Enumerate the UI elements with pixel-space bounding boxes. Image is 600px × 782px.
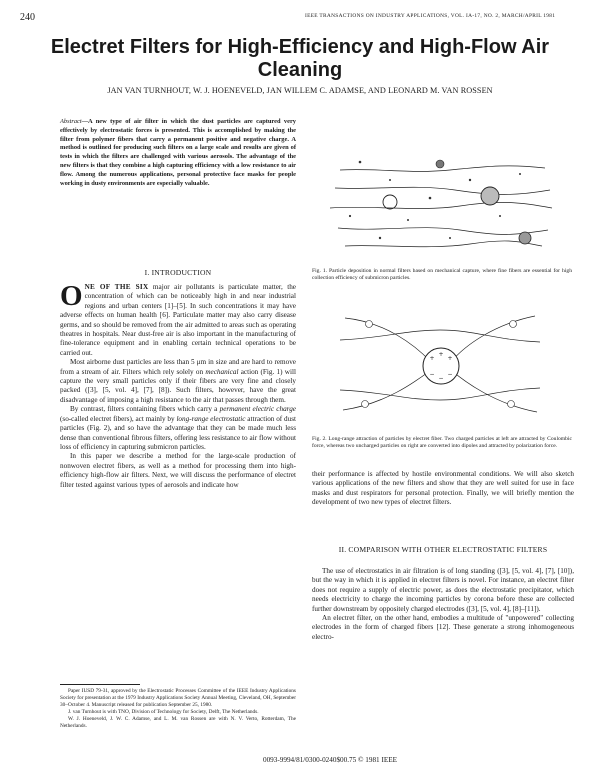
intro-lead: NE OF THE SIX: [84, 283, 149, 291]
dust-particle: [469, 179, 471, 181]
section-heading-comparison: II. COMPARISON WITH OTHER ELECTROSTATIC FILTERS: [338, 545, 548, 554]
footnote: Paper IUSD 79-31, approved by the Electrostatic Processes Committee of the IEEE Industry Applications Society for presentation at the 1979 Industry Applications Society Annual Meeting, Cleveland, OH, September 30–October 4. Manuscript released for publication September 25, 1980.: [60, 688, 296, 708]
dust-particle: [389, 179, 391, 181]
dipole-particle: [510, 321, 517, 328]
negative-charge-symbol: −: [447, 371, 453, 378]
page-number: 240: [20, 12, 35, 23]
footnote-rule: [60, 684, 140, 685]
filter-fiber: [436, 160, 444, 168]
dust-particle: [349, 215, 351, 217]
charged-particle: [362, 401, 369, 408]
particle-trajectory: [345, 318, 431, 362]
airflow-streamline: [345, 241, 542, 247]
intro-paragraph-3: By contrast, filters containing fibers which carry a permanent electric charge (so-called electret fibers), act mainly by long-range electrostatic attraction of dust particles (Fig. 2), and so have the advantage that they can be made much less dense than conventional fibrous filters, offering less resistance to air flow without loss of efficiency in capturing submicron particles.: [60, 405, 296, 451]
charged-particle: [366, 321, 373, 328]
particle-trajectory: [451, 316, 535, 362]
positive-charge-symbol: +: [447, 355, 453, 362]
particle-trajectory: [451, 370, 537, 412]
dust-particle: [449, 237, 451, 239]
footnote: J. van Turnhout is with TNO, Division of Technology for Society, Delft, The Netherlands.: [68, 709, 259, 715]
particle-trajectory: [343, 370, 431, 410]
airflow-streamline: [340, 330, 540, 342]
dust-particle: [407, 219, 409, 221]
dust-particle: [359, 161, 362, 164]
filter-fiber: [519, 232, 531, 244]
comparison-paragraph-1: The use of electrostatics in air filtration is of long standing ([3], [5, vol. 4], [7], [10]), but the way in which it is applied in electret filters is novel. For instance, an electret filter does not require a supply of electric power, as does the electrostatic precipitator, which needs electricity to charge the incoming particles by corona before these are collected further downstream by oppositely charged electrodes ([3], [5, vol. 4], [8]–[11]).: [312, 567, 574, 613]
airflow-streamline: [338, 228, 548, 235]
right-column-body: [312, 567, 574, 642]
negative-charge-symbol: −: [438, 375, 444, 382]
dipole-particle: [508, 401, 515, 408]
figure-2-caption: Fig. 2. Long-range attraction of particles by electret fiber. Two charged particles at left are attracted by Coulombic force, whereas two uncharged particles on right are converted into dipoles and attracted by polarization force.: [312, 436, 572, 450]
filter-fiber: [481, 187, 499, 205]
dust-particle: [429, 197, 432, 200]
dust-particle: [499, 215, 501, 217]
intro-paragraph-4: In this paper we describe a method for the large-scale production of nonwoven electret fibers, as well as a method for processing them into high-efficiency high-flow air filters. Next, we will discuss the performance of electret filter tested against various types of aerosols and indicate how: [60, 452, 296, 489]
comparison-paragraph-2: An electret filter, on the other hand, embodies a multitude of "unpowered" collecting electrodes in the form of charged fibers [12]. These generate a strong inhomogeneous electro-: [312, 614, 574, 641]
figure-2: [335, 300, 545, 430]
copyright-notice: 0093-9994/81/0300-0240$00.75 © 1981 IEEE: [262, 756, 398, 764]
airflow-streamline: [335, 187, 550, 194]
abstract-text: —A new type of air filter in which the dust particles are captured very effectively by electrostatic forces is presented. This is accomplished by making the filter from polymer fibers that carry a permanent positive and negative charge. A method is outlined for producing such filters on a large scale and results are given of tests in which the filters are challenged with various aerosols. The advantage of the new filters is that they combine a high capturing efficiency with a low resistance to air flow. Among the numerous applications, personal protective face masks for people working in dusty environments are especially valuable.: [60, 118, 296, 187]
intro-paragraph-2: Most airborne dust particles are less than 5 μm in size and are hard to remove from a stream of air. Filters which rely solely on mechanical action (Fig. 1) will capture the very small particles only if their fibers are very fine and closely packed ([3], [5, vol. 4], [7], [8]). Such filters, however, have the great disadvantage of imposing a high resistance to the air that passes through them.: [60, 358, 296, 404]
figure-1: [320, 150, 560, 260]
author-list: JAN VAN TURNHOUT, W. J. HOENEVELD, JAN WILLEM C. ADAMSE, AND LEONARD M. VAN ROSSEN: [107, 86, 493, 95]
footnote: W. J. Hoeneveld, J. W. C. Adamse, and L. M. van Rossen are with N. V. Verto, Rotterdam, The Netherlands.: [60, 716, 296, 729]
journal-header: IEEE TRANSACTIONS ON INDUSTRY APPLICATIONS, VOL. IA-17, NO. 2, MARCH/APRIL 1981: [305, 13, 556, 19]
section-heading-introduction: I. INTRODUCTION: [144, 268, 212, 277]
right-column-top: [312, 470, 574, 508]
abstract-label: Abstract: [60, 118, 82, 125]
left-column-body: [60, 280, 296, 490]
dust-particle: [519, 173, 521, 175]
dropcap: O: [60, 280, 83, 312]
airflow-streamline: [330, 202, 552, 208]
right-column-paragraph: their performance is affected by hostile environmental conditions. We will also sketch various applications of the new filters and show that they are well suited for use in face masks and dust respirators for personal protection. Finally, we will briefly mention the development of two new types of electret filters.: [312, 470, 574, 507]
airflow-streamline: [340, 388, 540, 400]
negative-charge-symbol: −: [429, 371, 435, 378]
filter-fiber: [383, 195, 397, 209]
positive-charge-symbol: +: [429, 355, 435, 362]
footnotes: [60, 688, 296, 730]
dust-particle: [379, 237, 381, 239]
positive-charge-symbol: +: [438, 351, 444, 358]
paper-title: Electret Filters for High-Efficiency and High-Flow Air Cleaning: [50, 36, 550, 81]
intro-paragraph-1: ONE OF THE SIX major air pollutants is particulate matter, the concentration of which can be noticeably high in and near industrial regions and urban centers [1]–[5]. In such concentrations it may have adverse effects on human health [6]. Particulate matter may also carry disease germs, and so should be removed from the air admitted to areas such as operating theatres in hospitals. Near dust-free air is also important in the manufacturing of fine-tolerance equipment and in enabling certain technical operations to be carried out.: [60, 280, 296, 357]
abstract: [60, 118, 296, 188]
figure-1-caption: Fig. 1. Particle deposition in normal filters based on mechanical capture, where fine fibers are essential for high collection efficiency of submicron particles.: [312, 268, 572, 282]
